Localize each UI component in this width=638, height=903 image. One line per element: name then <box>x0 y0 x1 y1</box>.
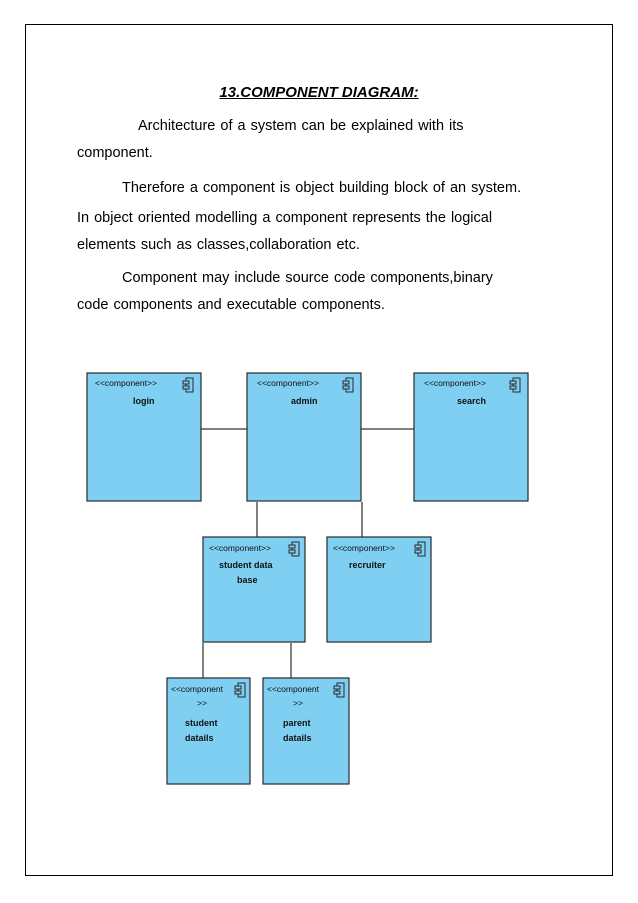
stereotype-label: <<component <box>171 684 223 694</box>
stereotype-label: <<component>> <box>424 378 486 388</box>
stereotype-label: <<component <box>267 684 319 694</box>
paragraph-line: Therefore a component is object building block of an system. <box>122 180 522 196</box>
component-parent-details <box>263 678 349 784</box>
component-name: datails <box>283 733 312 743</box>
stereotype-label: <<component>> <box>95 378 157 388</box>
component-name: parent <box>283 718 311 728</box>
stereotype-label: <<component>> <box>333 543 395 553</box>
paragraph-line: Architecture of a system can be explained with its <box>138 118 464 134</box>
component-recruiter <box>327 537 431 642</box>
stereotype-label: <<component>> <box>257 378 319 388</box>
component-name: student <box>185 718 218 728</box>
component-name: recruiter <box>349 560 386 570</box>
stereotype-label: >> <box>197 698 207 708</box>
component-name: datails <box>185 733 214 743</box>
component-student-details <box>167 678 250 784</box>
paragraph-line: code components and executable components. <box>77 297 385 313</box>
component-login <box>87 373 201 501</box>
component-admin <box>247 373 361 501</box>
paragraph-line: In object oriented modelling a component represents the logical <box>77 210 493 226</box>
component-search <box>414 373 528 501</box>
stereotype-label: >> <box>293 698 303 708</box>
component-name: base <box>237 575 258 585</box>
paragraph-line: elements such as classes,collaboration etc. <box>77 237 360 253</box>
stereotype-label: <<component>> <box>209 543 271 553</box>
component-diagram <box>85 370 535 790</box>
component-name: admin <box>291 396 318 406</box>
page-title: 13.COMPONENT DIAGRAM: <box>219 84 419 101</box>
component-name: search <box>457 396 487 406</box>
component-name: login <box>133 396 155 406</box>
component-name: student data <box>219 560 273 570</box>
paragraph-line: component. <box>77 145 153 161</box>
component-student-database <box>203 537 305 642</box>
paragraph-line: Component may include source code components,binary <box>122 270 493 286</box>
